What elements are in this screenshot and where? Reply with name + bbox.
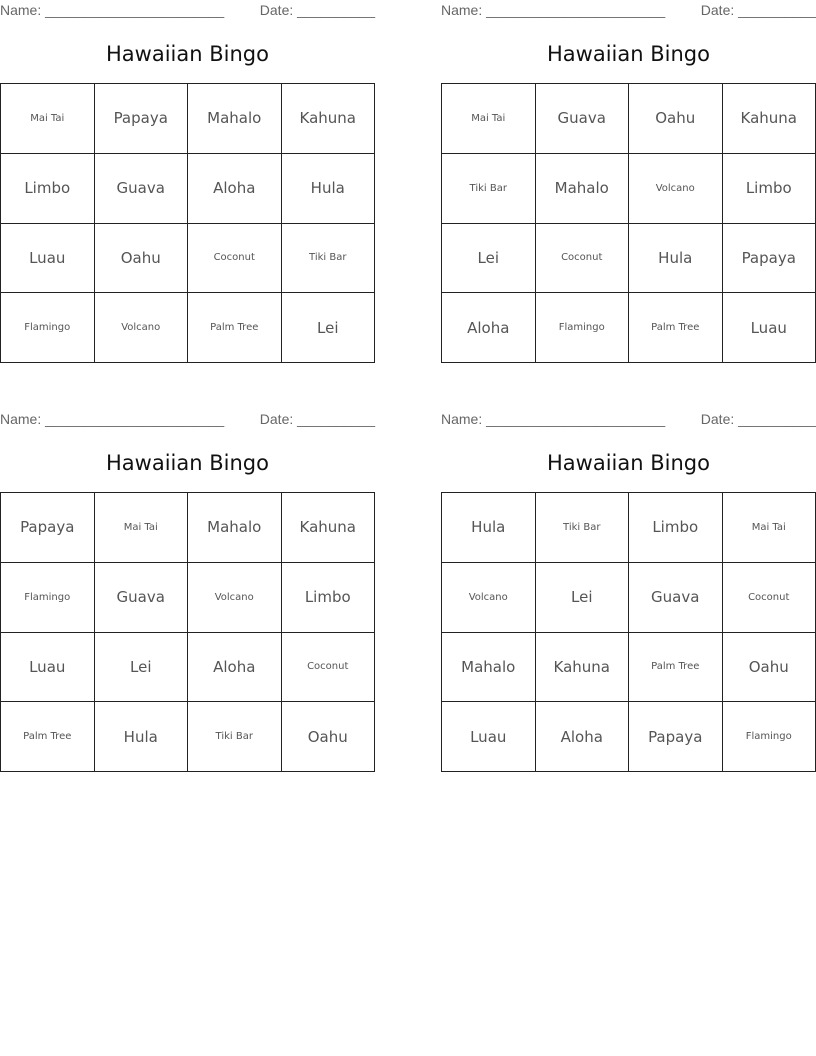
bingo-cell: Papaya — [1, 493, 95, 563]
bingo-grid — [441, 83, 816, 363]
bingo-cell: Flamingo — [1, 293, 95, 363]
bingo-cell: Luau — [442, 702, 536, 772]
bingo-cell: Mahalo — [442, 633, 536, 703]
name-field: Name: _______________________ — [0, 411, 225, 427]
bingo-cell: Aloha — [188, 154, 282, 224]
bingo-cell: Lei — [536, 563, 630, 633]
bingo-cell: Luau — [723, 293, 816, 363]
bingo-cell: Hula — [629, 224, 723, 294]
card-title: Hawaiian Bingo — [106, 42, 269, 66]
bingo-cell: Coconut — [282, 633, 376, 703]
bingo-cell: Lei — [95, 633, 189, 703]
bingo-cell: Tiki Bar — [282, 224, 376, 294]
card-title: Hawaiian Bingo — [547, 451, 710, 475]
bingo-cell: Hula — [282, 154, 376, 224]
bingo-cell: Lei — [442, 224, 536, 294]
name-date-row — [441, 409, 816, 431]
bingo-cell: Kahuna — [723, 84, 816, 154]
date-field: Date: __________ — [700, 2, 816, 18]
bingo-cell: Limbo — [723, 154, 816, 224]
bingo-cell: Limbo — [629, 493, 723, 563]
date-field: Date: __________ — [700, 411, 816, 427]
bingo-grid — [0, 83, 375, 363]
bingo-cell: Palm Tree — [1, 702, 95, 772]
bingo-cell: Mai Tai — [723, 493, 816, 563]
bingo-cell: Kahuna — [536, 633, 630, 703]
bingo-card-3 — [0, 409, 375, 774]
bingo-cell: Guava — [95, 563, 189, 633]
bingo-grid — [441, 492, 816, 772]
bingo-card-1 — [0, 0, 375, 365]
bingo-cell: Flamingo — [723, 702, 816, 772]
bingo-cell: Volcano — [629, 154, 723, 224]
bingo-cell: Guava — [95, 154, 189, 224]
bingo-cell: Mahalo — [188, 84, 282, 154]
bingo-cell: Aloha — [188, 633, 282, 703]
date-field: Date: __________ — [259, 411, 375, 427]
card-title: Hawaiian Bingo — [547, 42, 710, 66]
bingo-cell: Oahu — [629, 84, 723, 154]
bingo-card-4 — [441, 409, 816, 774]
bingo-grid — [0, 492, 375, 772]
bingo-cell: Tiki Bar — [442, 154, 536, 224]
bingo-cell: Oahu — [282, 702, 376, 772]
name-date-row — [0, 409, 375, 431]
bingo-cell: Mai Tai — [1, 84, 95, 154]
bingo-cell: Aloha — [536, 702, 630, 772]
name-field: Name: _______________________ — [441, 411, 666, 427]
bingo-cell: Luau — [1, 633, 95, 703]
bingo-cell: Limbo — [282, 563, 376, 633]
bingo-cell: Tiki Bar — [188, 702, 282, 772]
bingo-cell: Hula — [95, 702, 189, 772]
bingo-cell: Flamingo — [1, 563, 95, 633]
bingo-cell: Tiki Bar — [536, 493, 630, 563]
bingo-cell: Limbo — [1, 154, 95, 224]
bingo-cell: Guava — [629, 563, 723, 633]
bingo-cell: Coconut — [723, 563, 816, 633]
bingo-cell: Palm Tree — [188, 293, 282, 363]
name-date-row — [0, 0, 375, 22]
bingo-cell: Kahuna — [282, 84, 376, 154]
name-date-row — [441, 0, 816, 22]
bingo-cell: Volcano — [188, 563, 282, 633]
bingo-cell: Flamingo — [536, 293, 630, 363]
card-title: Hawaiian Bingo — [106, 451, 269, 475]
date-field: Date: __________ — [259, 2, 375, 18]
bingo-cell: Mahalo — [188, 493, 282, 563]
bingo-cell: Palm Tree — [629, 293, 723, 363]
bingo-card-2 — [441, 0, 816, 365]
bingo-cell: Palm Tree — [629, 633, 723, 703]
bingo-cell: Luau — [1, 224, 95, 294]
name-field: Name: _______________________ — [441, 2, 666, 18]
bingo-cell: Aloha — [442, 293, 536, 363]
bingo-cell: Papaya — [723, 224, 816, 294]
bingo-cell: Kahuna — [282, 493, 376, 563]
bingo-cell: Volcano — [95, 293, 189, 363]
bingo-cell: Oahu — [95, 224, 189, 294]
bingo-cell: Oahu — [723, 633, 816, 703]
bingo-cell: Mai Tai — [442, 84, 536, 154]
bingo-cell: Lei — [282, 293, 376, 363]
bingo-cell: Mahalo — [536, 154, 630, 224]
bingo-cell: Coconut — [188, 224, 282, 294]
bingo-cell: Coconut — [536, 224, 630, 294]
bingo-cell: Papaya — [95, 84, 189, 154]
bingo-cell: Volcano — [442, 563, 536, 633]
bingo-cell: Guava — [536, 84, 630, 154]
bingo-cell: Papaya — [629, 702, 723, 772]
bingo-cell: Hula — [442, 493, 536, 563]
bingo-cell: Mai Tai — [95, 493, 189, 563]
name-field: Name: _______________________ — [0, 2, 225, 18]
